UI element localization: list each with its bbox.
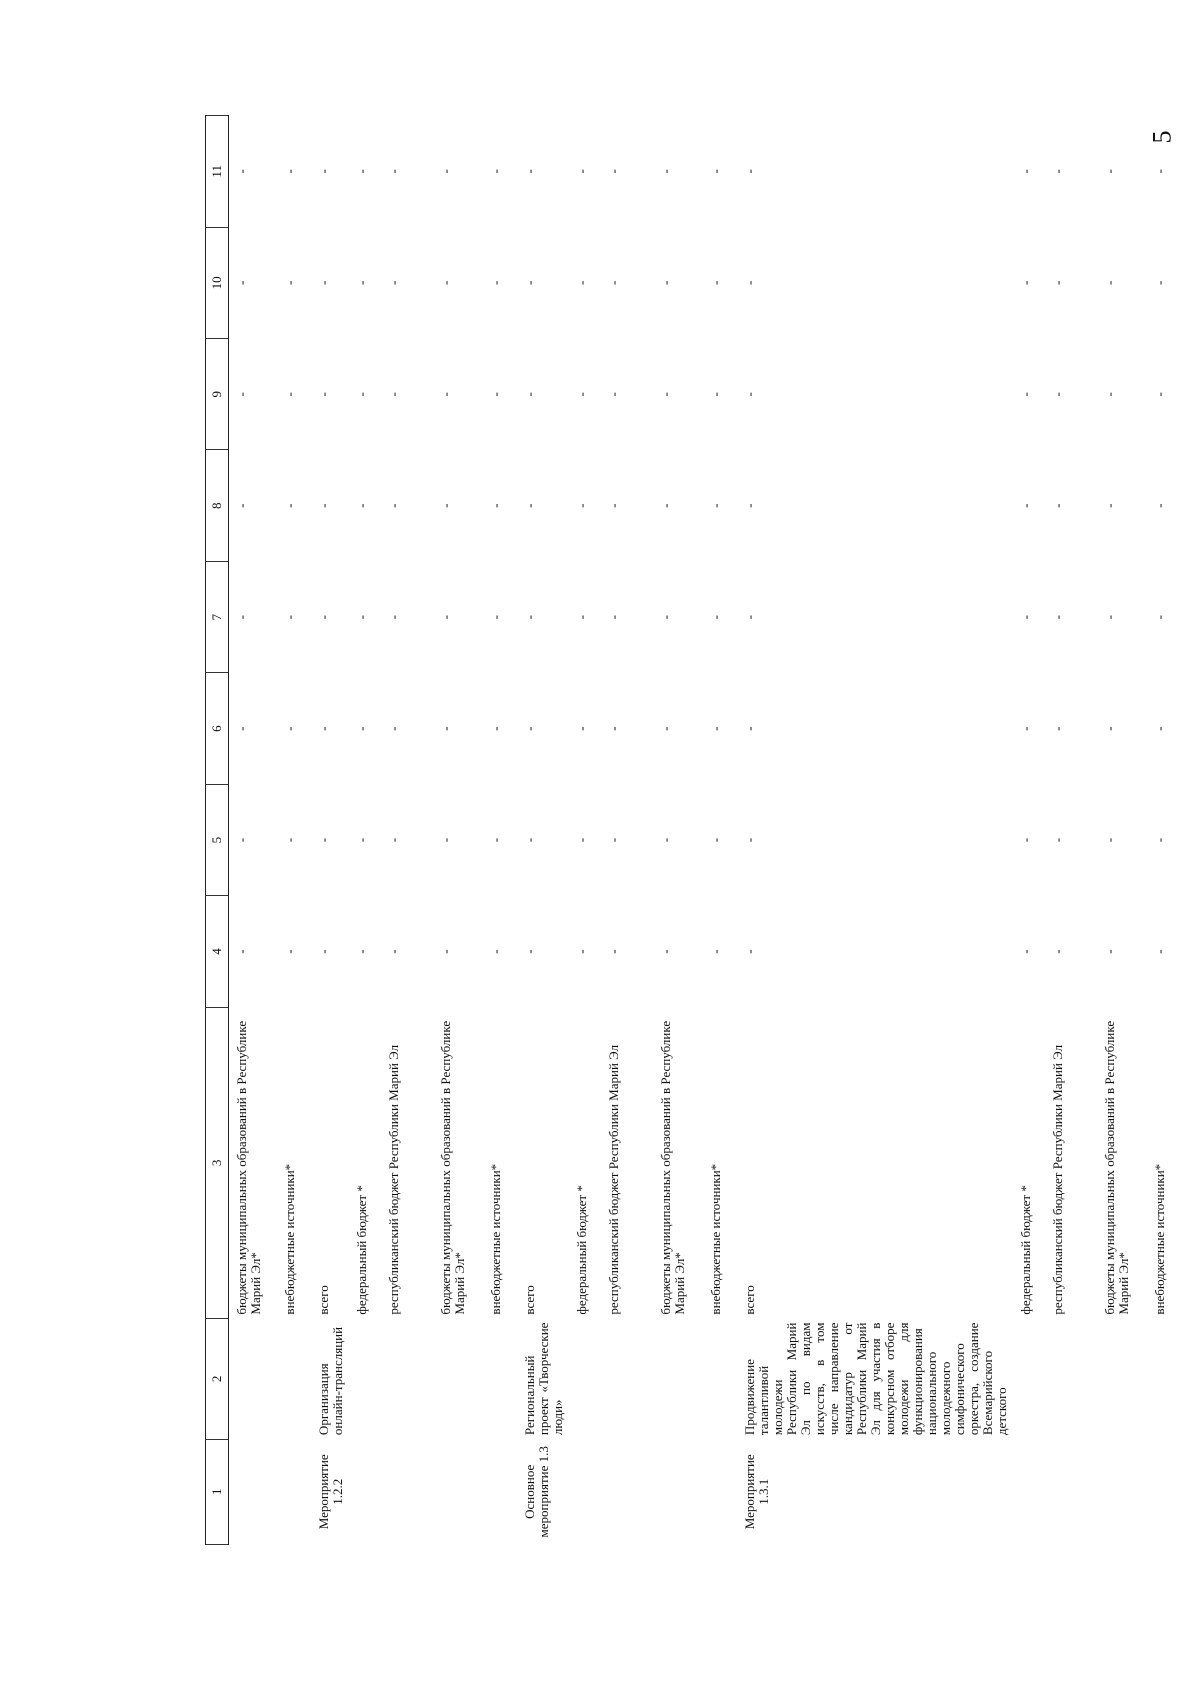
value-cell: - xyxy=(353,392,369,397)
value-cell: - xyxy=(741,392,757,397)
value-cell: - xyxy=(521,392,537,397)
value-cell: - xyxy=(281,837,297,843)
event-id-cell xyxy=(349,1439,381,1544)
value-cell: - xyxy=(353,726,369,731)
value-cell: - xyxy=(573,726,589,731)
column-header-7: 7 xyxy=(206,561,229,672)
value-cell: - xyxy=(605,392,621,397)
value-cell: - xyxy=(385,615,401,620)
event-id-cell xyxy=(277,1439,311,1544)
value-cell: - xyxy=(281,615,297,620)
value-cell: - xyxy=(437,726,453,731)
event-id-cell xyxy=(1097,1439,1147,1544)
event-id-cell xyxy=(601,1439,653,1544)
value-cell: - xyxy=(657,837,673,843)
event-id-cell xyxy=(381,1439,433,1544)
value-cell: - xyxy=(657,280,673,285)
value-cell: - xyxy=(437,837,453,843)
funding-source-cell: бюджеты муниципальных образований в Республике Марий Эл* xyxy=(1101,1020,1131,1315)
value-cell: - xyxy=(487,503,503,508)
funding-source-cell: бюджеты муниципальных образований в Республике Марий Эл* xyxy=(234,1020,263,1315)
value-cell: - xyxy=(281,949,297,954)
value-cell: - xyxy=(487,949,503,954)
value-cell: - xyxy=(605,503,621,508)
value-cell: - xyxy=(353,169,369,174)
value-cell: - xyxy=(605,949,621,954)
value-cell: - xyxy=(385,726,401,731)
value-cell: - xyxy=(573,615,589,620)
value-cell: - xyxy=(353,503,369,508)
rotated-table-sheet xyxy=(205,115,1167,1545)
value-cell: - xyxy=(315,503,331,508)
event-title-cell xyxy=(653,1319,703,1440)
column-header-6: 6 xyxy=(206,673,229,784)
value-cell: - xyxy=(707,949,723,954)
table-row xyxy=(433,116,483,1545)
value-cell: - xyxy=(353,949,369,954)
value-cell: - xyxy=(521,949,537,954)
value-cell: - xyxy=(281,169,297,174)
value-cell: - xyxy=(1101,503,1117,508)
funding-source-cell: всего xyxy=(741,1285,757,1315)
value-cell: - xyxy=(521,169,537,174)
funding-source-cell: внебюджетные источники* xyxy=(707,1163,723,1315)
event-title-cell xyxy=(1147,1319,1181,1440)
value-cell: - xyxy=(315,837,331,843)
value-cell: - xyxy=(1017,949,1033,954)
value-cell: - xyxy=(437,392,453,397)
value-cell: - xyxy=(521,503,537,508)
funding-source-cell: федеральный бюджет * xyxy=(353,1185,369,1315)
funding-source-cell: федеральный бюджет * xyxy=(573,1185,589,1315)
value-cell: - xyxy=(385,503,401,508)
funding-source-cell: внебюджетные источники* xyxy=(281,1163,297,1315)
event-title-cell xyxy=(381,1319,433,1440)
value-cell: - xyxy=(487,837,503,843)
value-cell: - xyxy=(1017,837,1033,843)
value-cell: - xyxy=(1101,169,1117,174)
value-cell: - xyxy=(385,949,401,954)
value-cell: - xyxy=(521,726,537,731)
event-id-cell xyxy=(483,1439,517,1544)
value-cell: - xyxy=(707,169,723,174)
value-cell: - xyxy=(353,837,369,843)
value-cell: - xyxy=(741,949,757,954)
table-body xyxy=(229,116,1181,1545)
value-cell: - xyxy=(707,615,723,620)
value-cell: - xyxy=(315,280,331,285)
event-title-cell xyxy=(703,1319,737,1440)
value-cell: - xyxy=(281,503,297,508)
value-cell: - xyxy=(487,280,503,285)
value-cell: - xyxy=(657,615,673,620)
value-cell: - xyxy=(234,503,249,508)
event-id-cell xyxy=(653,1439,703,1544)
value-cell: - xyxy=(1101,392,1117,397)
value-cell: - xyxy=(315,392,331,397)
event-title-cell xyxy=(483,1319,517,1440)
value-cell: - xyxy=(707,280,723,285)
table-row xyxy=(1147,116,1181,1545)
column-header-5: 5 xyxy=(206,784,229,895)
table-row xyxy=(1045,116,1097,1545)
event-id-cell xyxy=(1147,1439,1181,1544)
value-cell: - xyxy=(521,837,537,843)
value-cell: - xyxy=(315,169,331,174)
value-cell: - xyxy=(234,615,249,620)
value-cell: - xyxy=(1049,392,1065,397)
page-number: 5 xyxy=(1147,130,1177,144)
funding-source-cell: федеральный бюджет * xyxy=(1017,1185,1033,1315)
value-cell: - xyxy=(487,392,503,397)
value-cell: - xyxy=(1049,169,1065,174)
value-cell: - xyxy=(573,169,589,174)
value-cell: - xyxy=(385,837,401,843)
event-title-cell xyxy=(277,1319,311,1440)
value-cell: - xyxy=(1151,949,1167,954)
table-row xyxy=(277,116,311,1545)
value-cell: - xyxy=(605,169,621,174)
value-cell: - xyxy=(1049,503,1065,508)
value-cell: - xyxy=(487,169,503,174)
value-cell: - xyxy=(1101,615,1117,620)
value-cell: - xyxy=(1049,949,1065,954)
event-title-cell xyxy=(433,1319,483,1440)
column-header-10: 10 xyxy=(206,227,229,338)
column-header-2: 2 xyxy=(206,1319,229,1440)
value-cell: - xyxy=(657,726,673,731)
event-id-cell xyxy=(703,1439,737,1544)
value-cell: - xyxy=(741,837,757,843)
value-cell: - xyxy=(521,280,537,285)
event-title-cell xyxy=(569,1319,601,1440)
value-cell: - xyxy=(707,726,723,731)
value-cell: - xyxy=(1101,726,1117,731)
value-cell: - xyxy=(234,837,249,843)
table-row xyxy=(1097,116,1147,1545)
table-row xyxy=(229,116,277,1545)
value-cell: - xyxy=(1101,837,1117,843)
value-cell: - xyxy=(1151,726,1167,731)
value-cell: - xyxy=(281,280,297,285)
table-row xyxy=(349,116,381,1545)
table-row xyxy=(737,116,1013,1545)
event-id-cell xyxy=(569,1439,601,1544)
event-title-cell: Региональный проект «Творческие люди» xyxy=(521,1322,565,1436)
event-title-cell xyxy=(1013,1319,1045,1440)
value-cell: - xyxy=(353,280,369,285)
value-cell: - xyxy=(573,949,589,954)
event-title-cell xyxy=(1045,1319,1097,1440)
table-row xyxy=(483,116,517,1545)
event-id-cell xyxy=(229,1439,277,1544)
column-header-1: 1 xyxy=(206,1439,229,1544)
value-cell: - xyxy=(1049,837,1065,843)
value-cell: - xyxy=(605,280,621,285)
value-cell: - xyxy=(521,615,537,620)
value-cell: - xyxy=(234,280,249,285)
table-row xyxy=(703,116,737,1545)
table-header-row xyxy=(206,116,229,1545)
value-cell: - xyxy=(1151,392,1167,397)
column-header-11: 11 xyxy=(206,116,229,228)
value-cell: - xyxy=(281,392,297,397)
value-cell: - xyxy=(1049,726,1065,731)
funding-source-cell: республиканский бюджет Республики Марий Эл xyxy=(1049,1044,1065,1315)
value-cell: - xyxy=(657,503,673,508)
value-cell: - xyxy=(315,949,331,954)
value-cell: - xyxy=(487,726,503,731)
funding-source-cell: республиканский бюджет Республики Марий Эл xyxy=(385,1044,401,1315)
event-title-cell: Продвижение талантливой молодежи Республики Марий Эл по видам искусств, в том числе направление кандидатур от Республики Марий Эл для участия в конкурсном отборе молодежи для функционирования национального молодежного симфонического оркестра, создание Всемарийского детского xyxy=(741,1322,1009,1436)
column-header-8: 8 xyxy=(206,450,229,561)
table-row xyxy=(311,116,349,1545)
value-cell: - xyxy=(437,503,453,508)
value-cell: - xyxy=(573,837,589,843)
funding-source-cell: всего xyxy=(521,1285,537,1315)
value-cell: - xyxy=(573,503,589,508)
column-header-3: 3 xyxy=(206,1007,229,1318)
value-cell: - xyxy=(234,726,249,731)
value-cell: - xyxy=(707,392,723,397)
value-cell: - xyxy=(1101,949,1117,954)
value-cell: - xyxy=(1151,503,1167,508)
value-cell: - xyxy=(353,615,369,620)
funding-source-cell: бюджеты муниципальных образований в Республике Марий Эл* xyxy=(657,1020,687,1315)
value-cell: - xyxy=(281,726,297,731)
value-cell: - xyxy=(657,169,673,174)
value-cell: - xyxy=(605,837,621,843)
funding-source-cell: всего xyxy=(315,1285,331,1315)
column-header-4: 4 xyxy=(206,896,229,1007)
value-cell: - xyxy=(1017,169,1033,174)
table-row xyxy=(569,116,601,1545)
value-cell: - xyxy=(573,280,589,285)
value-cell: - xyxy=(1017,280,1033,285)
value-cell: - xyxy=(234,169,249,174)
value-cell: - xyxy=(741,280,757,285)
value-cell: - xyxy=(437,615,453,620)
value-cell: - xyxy=(657,949,673,954)
funding-table xyxy=(205,115,1181,1545)
value-cell: - xyxy=(605,615,621,620)
funding-source-cell: внебюджетные источники* xyxy=(487,1163,503,1315)
value-cell: - xyxy=(1017,615,1033,620)
value-cell: - xyxy=(437,280,453,285)
event-id-cell: Мероприятие 1.3.1 xyxy=(741,1454,771,1530)
value-cell: - xyxy=(741,503,757,508)
column-header-9: 9 xyxy=(206,339,229,450)
value-cell: - xyxy=(385,392,401,397)
event-title-cell xyxy=(229,1319,277,1440)
value-cell: - xyxy=(741,615,757,620)
value-cell: - xyxy=(1151,280,1167,285)
value-cell: - xyxy=(437,949,453,954)
event-id-cell: Основное мероприятие 1.3 xyxy=(521,1446,551,1538)
value-cell: - xyxy=(234,392,249,397)
event-title-cell xyxy=(1097,1319,1147,1440)
value-cell: - xyxy=(741,726,757,731)
value-cell: - xyxy=(707,837,723,843)
value-cell: - xyxy=(605,726,621,731)
funding-source-cell: внебюджетные источники* xyxy=(1151,1163,1167,1315)
event-id-cell xyxy=(433,1439,483,1544)
value-cell: - xyxy=(657,392,673,397)
value-cell: - xyxy=(1151,615,1167,620)
value-cell: - xyxy=(707,503,723,508)
table-row xyxy=(653,116,703,1545)
value-cell: - xyxy=(573,392,589,397)
event-id-cell xyxy=(1013,1439,1045,1544)
value-cell: - xyxy=(741,169,757,174)
funding-source-cell: республиканский бюджет Республики Марий Эл xyxy=(605,1044,621,1315)
value-cell: - xyxy=(487,615,503,620)
event-id-cell xyxy=(1045,1439,1097,1544)
value-cell: - xyxy=(315,726,331,731)
value-cell: - xyxy=(1151,837,1167,843)
value-cell: - xyxy=(1017,726,1033,731)
value-cell: - xyxy=(385,280,401,285)
value-cell: - xyxy=(234,949,249,954)
event-id-cell: Мероприятие 1.2.2 xyxy=(315,1454,345,1530)
value-cell: - xyxy=(437,169,453,174)
value-cell: - xyxy=(1151,169,1167,174)
table-row xyxy=(381,116,433,1545)
event-title-cell: Организация онлайн-трансляций xyxy=(315,1326,345,1436)
value-cell: - xyxy=(385,169,401,174)
value-cell: - xyxy=(1017,503,1033,508)
event-title-cell xyxy=(601,1319,653,1440)
value-cell: - xyxy=(1017,392,1033,397)
value-cell: - xyxy=(315,615,331,620)
funding-source-cell: бюджеты муниципальных образований в Республике Марий Эл* xyxy=(437,1020,467,1315)
table-row xyxy=(601,116,653,1545)
event-title-cell xyxy=(349,1319,381,1440)
table-row xyxy=(1013,116,1045,1545)
value-cell: - xyxy=(1101,280,1117,285)
table-row xyxy=(517,116,569,1545)
value-cell: - xyxy=(1049,615,1065,620)
value-cell: - xyxy=(1049,280,1065,285)
